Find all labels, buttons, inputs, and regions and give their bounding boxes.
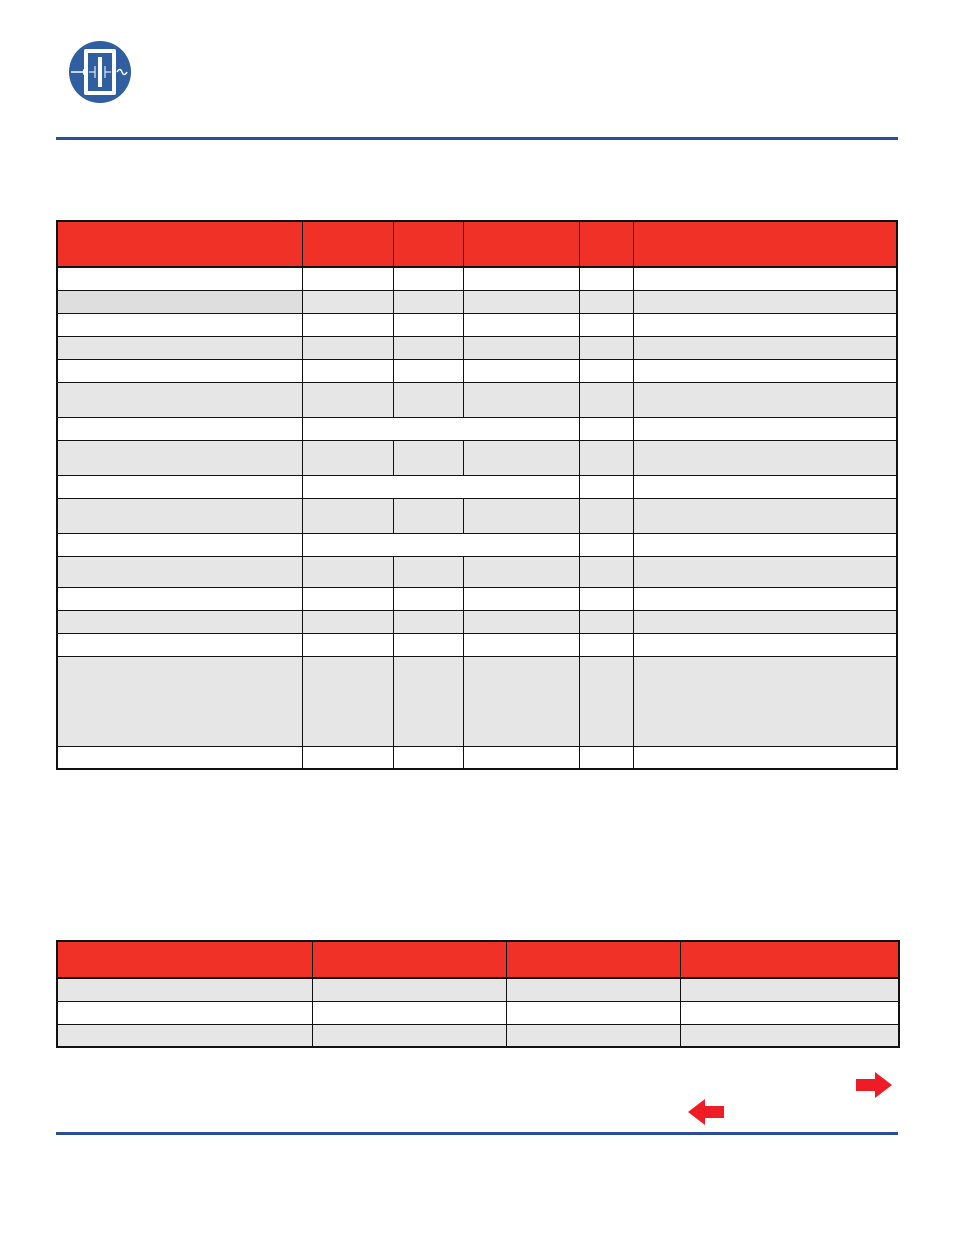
- table-cell: [633, 440, 897, 475]
- table-cell: [633, 313, 897, 336]
- table-cell: [633, 533, 897, 556]
- table-cell: [579, 336, 633, 359]
- table-cell: [57, 359, 302, 382]
- table-cell: [633, 359, 897, 382]
- table-cell: [579, 359, 633, 382]
- table-cell: [393, 382, 463, 417]
- summary-table: [56, 940, 900, 1048]
- column-header: [506, 941, 680, 978]
- table-cell: [57, 440, 302, 475]
- table-cell: [302, 290, 393, 313]
- table-cell: [633, 382, 897, 417]
- table-cell: [463, 587, 579, 610]
- table-cell: [463, 556, 579, 587]
- table-cell: [633, 417, 897, 440]
- table-cell: [633, 336, 897, 359]
- table-cell: [302, 382, 393, 417]
- table-cell: [579, 290, 633, 313]
- table-cell: [57, 417, 302, 440]
- table-row: [57, 475, 897, 498]
- spec-table: [56, 220, 898, 770]
- table-cell: [302, 610, 393, 633]
- table-cell: [633, 656, 897, 746]
- table-cell: [302, 498, 393, 533]
- table-cell: [393, 746, 463, 769]
- table-cell: [579, 656, 633, 746]
- table-row: [57, 313, 897, 336]
- table-cell: [633, 267, 897, 290]
- table-cell: [463, 313, 579, 336]
- table-cell: [393, 290, 463, 313]
- table-cell: [393, 633, 463, 656]
- table-row: [57, 978, 899, 1001]
- table-cell: [463, 633, 579, 656]
- table-cell: [302, 336, 393, 359]
- table-cell: [312, 1001, 506, 1024]
- table-cell: [579, 556, 633, 587]
- table-cell: [463, 267, 579, 290]
- column-header: [393, 221, 463, 267]
- table-cell: [463, 746, 579, 769]
- table-cell: [302, 359, 393, 382]
- table-cell: [680, 1024, 899, 1047]
- table-row: [57, 1001, 899, 1024]
- table-cell: [633, 290, 897, 313]
- table-cell: [579, 475, 633, 498]
- table-cell: [463, 656, 579, 746]
- table-cell: [57, 978, 312, 1001]
- table-cell: [579, 417, 633, 440]
- table-row: [57, 498, 897, 533]
- table-cell: [579, 587, 633, 610]
- table-row: [57, 746, 897, 769]
- table-cell: [393, 498, 463, 533]
- table-cell: [579, 440, 633, 475]
- table-cell: [506, 1001, 680, 1024]
- table-row: [57, 556, 897, 587]
- table-cell: [463, 440, 579, 475]
- table-cell: [393, 267, 463, 290]
- column-header: [312, 941, 506, 978]
- table-cell: [57, 313, 302, 336]
- table-cell: [57, 746, 302, 769]
- table-cell: [312, 978, 506, 1001]
- table-cell: [57, 556, 302, 587]
- column-header: [57, 221, 302, 267]
- table-cell: [579, 267, 633, 290]
- table-cell: [393, 336, 463, 359]
- table-cell: [302, 475, 579, 498]
- column-header: [302, 221, 393, 267]
- table-cell: [463, 498, 579, 533]
- header-rule: [56, 137, 898, 140]
- table-row: [57, 417, 897, 440]
- column-header: [579, 221, 633, 267]
- table-cell: [302, 533, 579, 556]
- column-header: [680, 941, 899, 978]
- table-cell: [579, 498, 633, 533]
- table-cell: [302, 633, 393, 656]
- table-cell: [302, 587, 393, 610]
- table-row: [57, 359, 897, 382]
- table-cell: [463, 290, 579, 313]
- table-cell: [57, 267, 302, 290]
- table-cell: [393, 440, 463, 475]
- table-cell: [633, 610, 897, 633]
- table-cell: [393, 610, 463, 633]
- table-row: [57, 610, 897, 633]
- table-cell: [579, 610, 633, 633]
- table-cell: [57, 587, 302, 610]
- table-cell: [579, 313, 633, 336]
- table-cell: [463, 382, 579, 417]
- table-row: [57, 633, 897, 656]
- table-cell: [57, 475, 302, 498]
- table-cell: [57, 1001, 312, 1024]
- table-cell: [57, 290, 302, 313]
- table-row: [57, 440, 897, 475]
- table-cell: [393, 359, 463, 382]
- column-header: [463, 221, 579, 267]
- table-cell: [506, 1024, 680, 1047]
- table-cell: [506, 978, 680, 1001]
- table-cell: [633, 746, 897, 769]
- table-cell: [633, 633, 897, 656]
- table-header-row: [57, 221, 897, 267]
- column-header: [633, 221, 897, 267]
- table-row: [57, 336, 897, 359]
- table-cell: [302, 556, 393, 587]
- table-row: [57, 533, 897, 556]
- table-cell: [579, 746, 633, 769]
- table-cell: [302, 440, 393, 475]
- table-cell: [57, 633, 302, 656]
- table-cell: [463, 610, 579, 633]
- table-cell: [57, 382, 302, 417]
- table-cell: [57, 656, 302, 746]
- table-cell: [57, 533, 302, 556]
- table-row: [57, 382, 897, 417]
- table-cell: [633, 475, 897, 498]
- column-header: [57, 941, 312, 978]
- table-cell: [312, 1024, 506, 1047]
- table-cell: [393, 656, 463, 746]
- table-cell: [393, 556, 463, 587]
- arrow-left-icon[interactable]: [688, 1099, 724, 1125]
- table-row: [57, 1024, 899, 1047]
- table-cell: [302, 746, 393, 769]
- table-cell: [57, 1024, 312, 1047]
- table-cell: [302, 267, 393, 290]
- table-cell: [633, 498, 897, 533]
- table-cell: [302, 313, 393, 336]
- component-logo-icon: [69, 41, 131, 103]
- table-cell: [393, 313, 463, 336]
- table-cell: [680, 1001, 899, 1024]
- table-cell: [393, 587, 463, 610]
- table-row: [57, 267, 897, 290]
- table-row: [57, 290, 897, 313]
- table-cell: [57, 498, 302, 533]
- footer-rule: [56, 1132, 898, 1135]
- table-row: [57, 587, 897, 610]
- table-cell: [579, 633, 633, 656]
- table-cell: [579, 382, 633, 417]
- table-cell: [463, 336, 579, 359]
- table-row: [57, 656, 897, 746]
- table-cell: [633, 556, 897, 587]
- table-cell: [57, 610, 302, 633]
- table-header-row: [57, 941, 899, 978]
- table-cell: [579, 533, 633, 556]
- table-cell: [57, 336, 302, 359]
- table-cell: [633, 587, 897, 610]
- table-cell: [680, 978, 899, 1001]
- arrow-right-icon[interactable]: [856, 1072, 892, 1098]
- table-cell: [302, 656, 393, 746]
- table-cell: [463, 359, 579, 382]
- table-cell: [302, 417, 579, 440]
